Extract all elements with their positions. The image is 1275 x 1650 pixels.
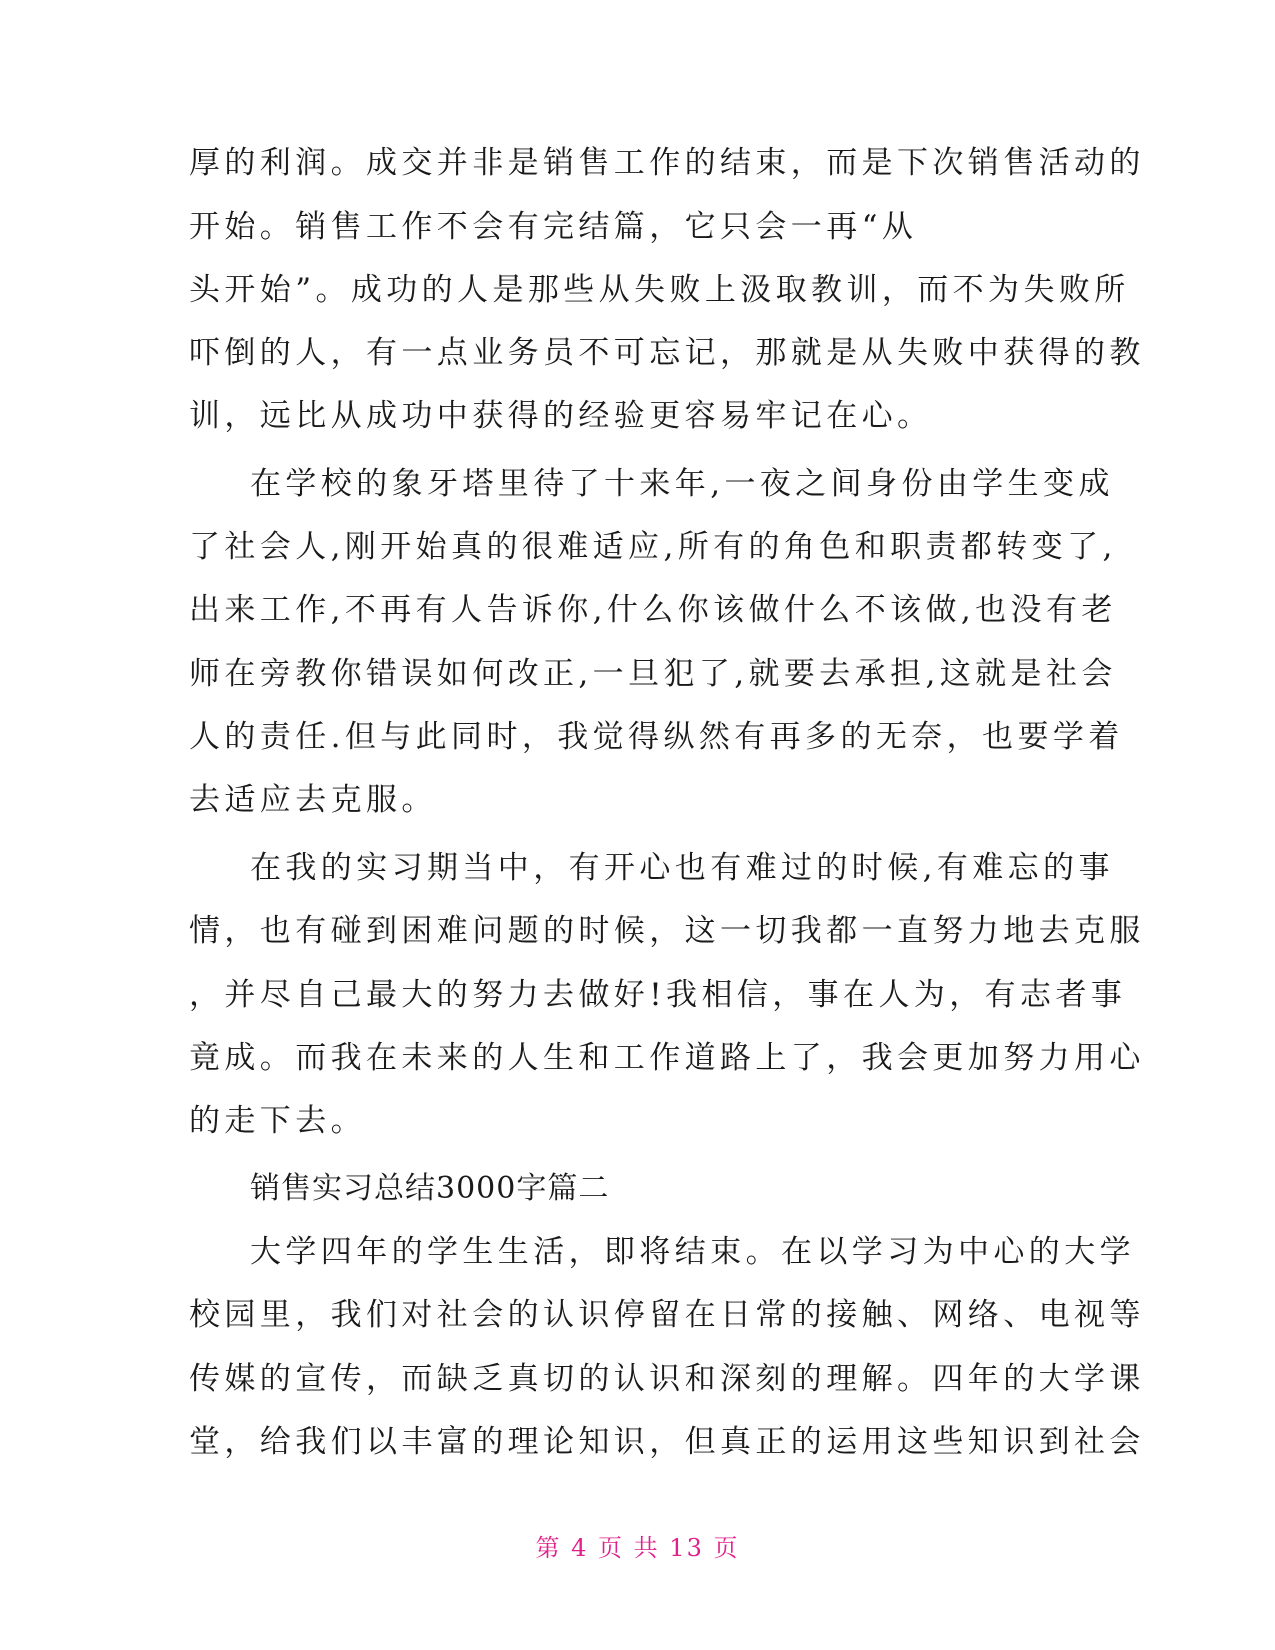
text-line: 传媒的宣传，而缺乏真切的认识和深刻的理解。四年的大学课 <box>189 1361 1145 1397</box>
text-line: 竟成。而我在未来的人生和工作道路上了，我会更加努力用心 <box>189 1040 1145 1076</box>
text-line: 人的责任.但与此同时，我觉得纵然有再多的无奈，也要学着 <box>189 719 1124 755</box>
text-line: 的走下去。 <box>189 1103 366 1139</box>
text-line: ，并尽自己最大的努力去做好!我相信，事在人为，有志者事 <box>189 977 1127 1013</box>
text-line: 情，也有碰到困难问题的时候，这一切我都一直努力地去克服 <box>189 913 1145 949</box>
text-line: 出来工作,不再有人告诉你,什么你该做什么不该做,也没有老 <box>189 592 1117 628</box>
text-line: 了社会人,刚开始真的很难适应,所有的角色和职责都转变了, <box>189 529 1117 565</box>
text-line: 吓倒的人，有一点业务员不可忘记，那就是从失败中获得的教 <box>189 335 1145 371</box>
section-heading: 销售实习总结3000字篇二 <box>250 1171 610 1206</box>
text-line: 堂，给我们以丰富的理论知识，但真正的运用这些知识到社会 <box>189 1424 1145 1460</box>
text-line: 厚的利润。成交并非是销售工作的结束，而是下次销售活动的 <box>189 145 1145 181</box>
text-line: 校园里，我们对社会的认识停留在日常的接触、网络、电视等 <box>189 1297 1145 1333</box>
text-line: 去适应去克服。 <box>189 782 437 818</box>
paragraph-start-line: 在学校的象牙塔里待了十来年,一夜之间身份由学生变成 <box>250 466 1114 502</box>
paragraph-start-line: 在我的实习期当中，有开心也有难过的时候,有难忘的事 <box>250 850 1114 886</box>
text-line: 师在旁教你错误如何改正,一旦犯了,就要去承担,这就是社会 <box>189 656 1117 692</box>
page-number-footer: 第 4 页 共 13 页 <box>535 1534 740 1562</box>
text-line: 头开始”。成功的人是那些从失败上汲取教训，而不为失败所 <box>189 272 1130 308</box>
text-line: 开始。销售工作不会有完结篇，它只会一再“从 <box>189 209 918 245</box>
text-line: 训，远比从成功中获得的经验更容易牢记在心。 <box>189 398 933 434</box>
paragraph-start-line: 大学四年的学生生活，即将结束。在以学习为中心的大学 <box>250 1234 1135 1270</box>
